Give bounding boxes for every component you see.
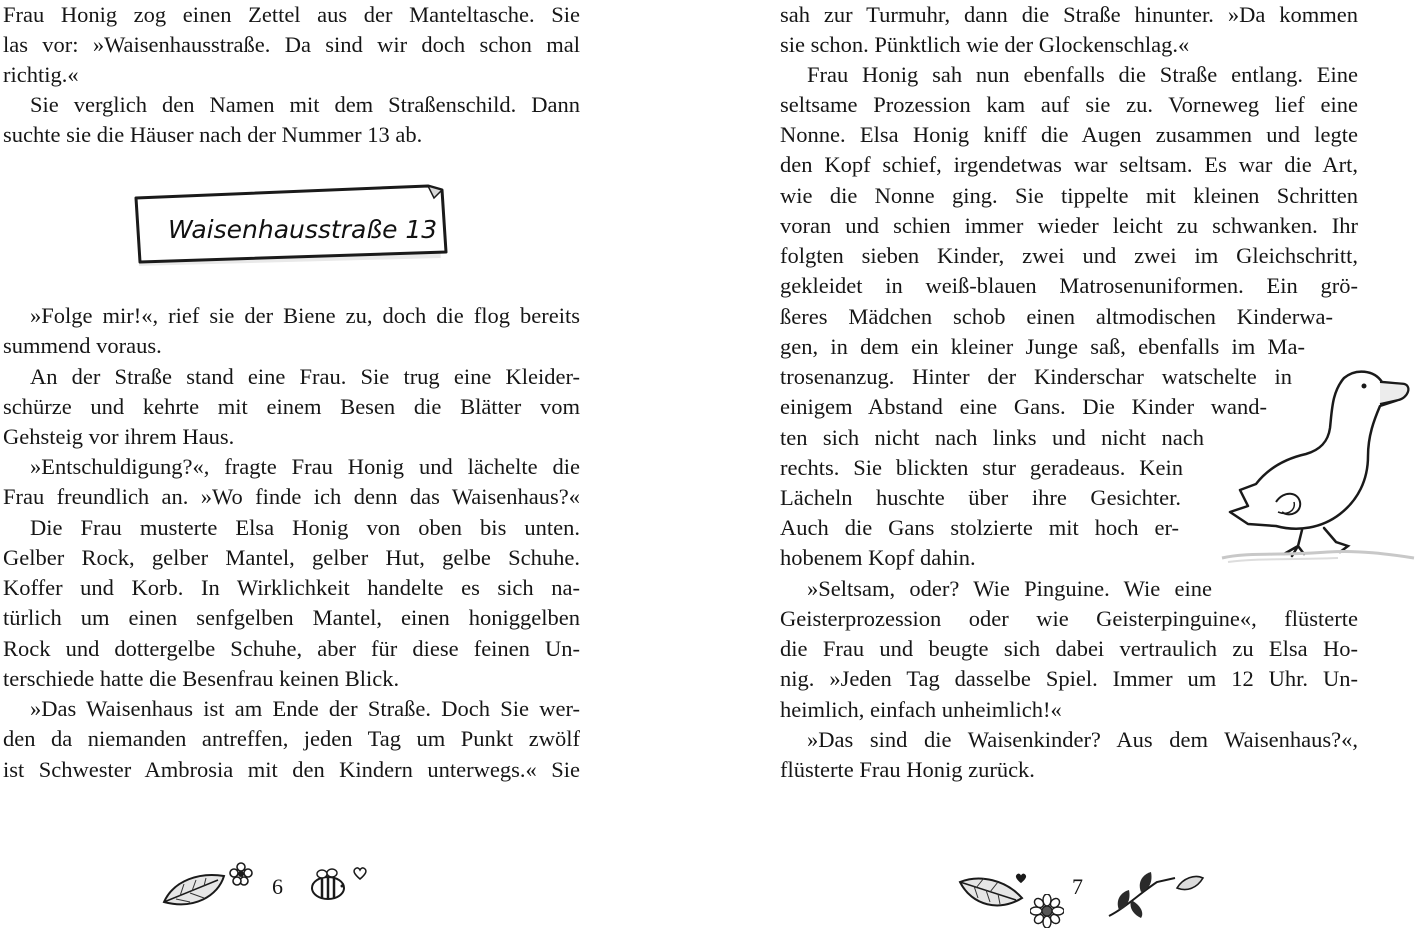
text-line: las vor: »Waisenhausstraße. Da sind wir doch schon mal	[3, 32, 580, 57]
bee-icon	[306, 866, 352, 902]
text-line: »Seltsam, oder? Wie Pinguine. Wie eine	[807, 576, 1212, 601]
text-line: Frau Honig zog einen Zettel aus der Manteltasche. Sie	[3, 2, 580, 27]
text-line: sah zur Turmuhr, dann die Straße hinunter. »Da kommen	[780, 2, 1358, 27]
goose-illustration	[1218, 362, 1415, 567]
text-line: Lächeln huschte über ihre Gesichter.	[780, 485, 1181, 510]
heart-icon	[1014, 872, 1028, 884]
text-line: Rock und dottergelbe Schuhe, aber für diese feinen Un-	[3, 636, 580, 661]
street-sign-illustration	[128, 176, 458, 276]
leaf-icon	[160, 866, 228, 914]
left-page	[0, 0, 700, 935]
heart-icon	[352, 866, 368, 880]
text-line: türlich um einen senfgelben Mantel, einen honiggelben	[3, 605, 580, 630]
page-number: 7	[1072, 874, 1083, 899]
text-line: Koffer und Korb. In Wirklichkeit handelte es sich na-	[3, 575, 580, 600]
flower-icon	[1030, 894, 1064, 928]
text-line: schürze und kehrte mit einem Besen die Blätter vom	[3, 394, 580, 419]
text-line: Frau Honig sah nun ebenfalls die Straße entlang. Eine	[807, 62, 1358, 87]
text-line: trosenanzug. Hinter der Kinderschar watschelte in	[780, 364, 1292, 389]
text-line: ßeres Mädchen schob einen altmodischen Kinderwa-	[780, 304, 1333, 329]
text-line: »Das sind die Waisenkinder? Aus dem Waisenhaus?«,	[807, 727, 1358, 752]
text-line: Gelber Rock, gelber Mantel, gelber Hut, gelbe Schuhe.	[3, 545, 580, 570]
text-line: nig. »Jeden Tag dasselbe Spiel. Immer um 12 Uhr. Un-	[780, 666, 1358, 691]
text-line: flüsterte Frau Honig zurück.	[780, 757, 1035, 782]
text-line: »Folge mir!«, rief sie der Biene zu, doch die flog bereits	[30, 303, 580, 328]
text-line: An der Straße stand eine Frau. Sie trug eine Kleider-	[30, 364, 580, 389]
text-line: Sie verglich den Namen mit dem Straßenschild. Dann	[30, 92, 580, 117]
text-line: den Kopf schief, irgendetwas war seltsam. Es war die Art,	[780, 152, 1358, 177]
street-sign-text: Waisenhausstraße 13	[168, 215, 438, 244]
leaf-branch-icon	[1105, 870, 1205, 920]
text-line: »Entschuldigung?«, fragte Frau Honig und lächelte die	[30, 454, 580, 479]
text-line: hobenem Kopf dahin.	[780, 545, 976, 570]
flower-icon	[229, 862, 253, 886]
text-line: »Das Waisenhaus ist am Ende der Straße. Doch Sie wer-	[30, 696, 580, 721]
text-line: gekleidet in weiß-blauen Matrosenuniformen. Ein grö-	[780, 273, 1358, 298]
text-line: rechts. Sie blickten stur geradeaus. Kein	[780, 455, 1183, 480]
text-line: suchte sie die Häuser nach der Nummer 13 ab.	[3, 122, 423, 147]
page-number: 6	[272, 874, 283, 899]
text-line: terschiede hatte die Besenfrau keinen Blick.	[3, 666, 400, 691]
text-line: wie die Nonne ging. Sie tippelte mit kleinen Schritten	[780, 183, 1358, 208]
text-line: Nonne. Elsa Honig kniff die Augen zusammen und legte	[780, 122, 1358, 147]
text-line: sie schon. Pünktlich wie der Glockenschlag.«	[780, 32, 1190, 57]
text-line: ten sich nicht nach links und nicht nach	[780, 425, 1204, 450]
text-line: Geisterprozession oder wie Geisterpinguine«, flüsterte	[780, 606, 1358, 631]
text-line: summend voraus.	[3, 333, 162, 358]
text-line: die Frau und beugte sich dabei vertraulich zu Elsa Ho-	[780, 636, 1358, 661]
text-line: Die Frau musterte Elsa Honig von oben bis unten.	[30, 515, 580, 540]
text-line: Auch die Gans stolzierte mit hoch er-	[780, 515, 1179, 540]
text-line: den da niemanden antreffen, jeden Tag um Punkt zwölf	[3, 726, 580, 751]
text-line: richtig.«	[3, 62, 79, 87]
text-line: Frau freundlich an. »Wo finde ich denn das Waisenhaus?«	[3, 484, 580, 509]
text-line: gen, in dem ein kleiner Junge saß, ebenfalls im Ma-	[780, 334, 1305, 359]
text-line: folgten sieben Kinder, zwei und zwei im Gleichschritt,	[780, 243, 1358, 268]
text-line: ist Schwester Ambrosia mit den Kindern unterwegs.« Sie	[3, 757, 580, 782]
text-line: einigem Abstand eine Gans. Die Kinder wand-	[780, 394, 1267, 419]
text-line: seltsame Prozession kam auf sie zu. Vorneweg lief eine	[780, 92, 1358, 117]
text-line: Gehsteig vor ihrem Haus.	[3, 424, 235, 449]
text-line: heimlich, einfach unheimlich!«	[780, 697, 1062, 722]
text-line: voran und schien immer wieder leicht zu schwanken. Ihr	[780, 213, 1358, 238]
